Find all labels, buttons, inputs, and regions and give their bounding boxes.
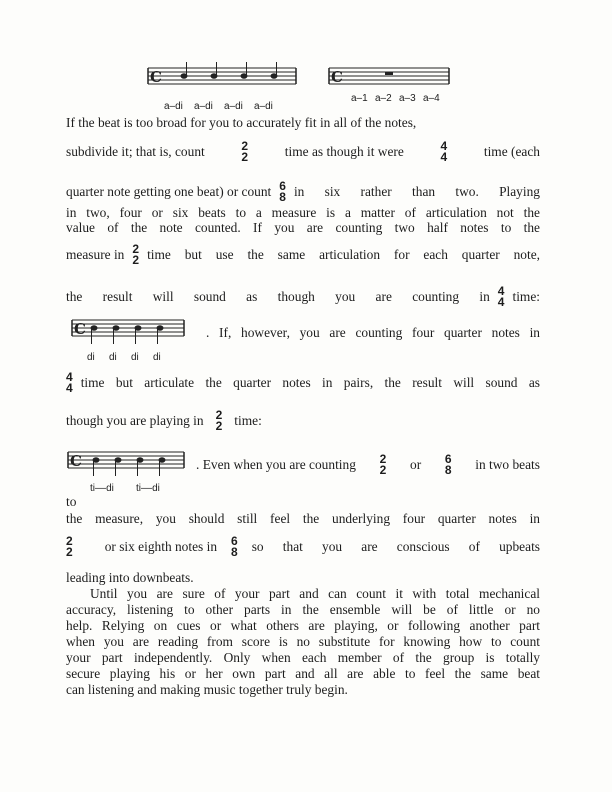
text: your part independently. Only when each member of the group is totally	[66, 650, 540, 665]
text: value of the note counted. If you are counting two half notes to the	[66, 220, 540, 235]
text: or	[410, 457, 422, 472]
text: the result will sound as though you are counting in	[66, 289, 490, 304]
syllable: ti––di	[90, 483, 114, 494]
body-line	[66, 181, 540, 203]
text: . If, however, you are counting four quarter notes in	[206, 325, 540, 340]
body-line	[66, 372, 540, 394]
text: accuracy, listening to other parts in the ensemble will be of little or no	[66, 602, 540, 617]
syllable: a–di	[164, 101, 183, 112]
body-line	[66, 666, 540, 682]
body-line	[66, 410, 262, 432]
text: when you are reading from score is no substitute for knowing how to count	[66, 634, 540, 649]
syllable: a–2	[375, 93, 392, 104]
syllable: a–di	[224, 101, 243, 112]
text: so that you are conscious of upbeats	[251, 539, 540, 554]
body-line	[66, 141, 540, 163]
music-example-di-articulation	[70, 318, 186, 346]
syllable: di	[153, 352, 161, 363]
time-signature-2-2: 2 2	[132, 242, 140, 267]
body-line	[90, 586, 540, 602]
body-line	[206, 325, 540, 341]
syllable: a–1	[351, 93, 368, 104]
time-signature-2-2: 2 2	[379, 452, 387, 477]
time-signature-4-4: 4 4	[440, 139, 448, 164]
time-signature-4-4: 4 4	[66, 370, 73, 395]
syllable: di	[109, 352, 117, 363]
body-line	[66, 286, 540, 308]
body-line	[196, 454, 540, 476]
syllable: ti––di	[136, 483, 160, 494]
body-line	[66, 602, 540, 618]
text: measure in	[66, 247, 125, 262]
body-line	[66, 244, 540, 266]
text: or six eighth notes in	[104, 539, 218, 554]
text: the measure, you should still feel the underlying four quarter notes in	[66, 511, 540, 526]
body-line	[66, 494, 76, 510]
syllable: a–di	[254, 101, 273, 112]
time-signature-2-2: 2 2	[215, 408, 223, 433]
time-signature-6-8: 6 8	[279, 179, 286, 204]
svg-text:C: C	[74, 320, 86, 338]
body-line	[66, 618, 540, 634]
time-signature-4-4: 4 4	[497, 284, 505, 309]
syllable: di	[131, 352, 139, 363]
time-signature-6-8: 6 8	[231, 534, 238, 559]
body-line	[66, 682, 348, 698]
text: . Even when you are counting	[196, 457, 356, 472]
time-signature-6-8: 6 8	[444, 452, 452, 477]
music-example-ti-di-articulation	[66, 450, 186, 478]
body-line	[66, 650, 540, 666]
time-signature-2-2: 2 2	[241, 139, 249, 164]
text: though you are playing in	[66, 413, 204, 428]
text: subdivide it; that is, count	[66, 144, 205, 159]
text: time:	[234, 413, 262, 428]
text: If the beat is too broad for you to accurately fit in all of the notes,	[66, 115, 417, 130]
svg-text:C: C	[331, 68, 343, 86]
svg-text:C: C	[70, 452, 82, 470]
body-line	[66, 536, 540, 558]
text: leading into downbeats.	[66, 570, 194, 585]
syllable: a–di	[194, 101, 213, 112]
syllable: a–4	[423, 93, 440, 104]
body-line	[66, 220, 540, 236]
body-line	[66, 115, 540, 131]
body-line	[66, 511, 540, 527]
text: can listening and making music together truly begin.	[66, 682, 348, 697]
text: in two, four or six beats to a measure is a matter of articulation not the	[66, 205, 540, 220]
text: in six rather than two. Playing	[293, 184, 540, 199]
text: to	[66, 494, 77, 509]
text: time (each	[483, 144, 540, 159]
music-example-counted-rest	[327, 66, 451, 92]
text: in two beats	[475, 457, 540, 472]
text: time but articulate the quarter notes in pairs, the result will sound as	[80, 375, 540, 390]
body-line	[66, 570, 194, 586]
text: time but use the same articulation for each quarter note,	[147, 247, 540, 262]
text: Until you are sure of your part and can count it with total mechanical	[90, 586, 540, 601]
text: quarter note getting one beat) or count	[66, 184, 272, 199]
text: secure playing his or her own part and all are able to feel the same beat	[66, 666, 540, 681]
svg-text:C: C	[150, 68, 162, 86]
text: time:	[512, 289, 540, 304]
music-example-quarter-notes	[146, 66, 298, 102]
syllable: a–3	[399, 93, 416, 104]
body-line	[66, 205, 540, 221]
syllable: di	[87, 352, 95, 363]
text: time as though it were	[284, 144, 404, 159]
body-line	[66, 634, 540, 650]
time-signature-2-2: 2 2	[66, 534, 73, 559]
text: help. Relying on cues or what others are playing, or following another part	[66, 618, 540, 633]
